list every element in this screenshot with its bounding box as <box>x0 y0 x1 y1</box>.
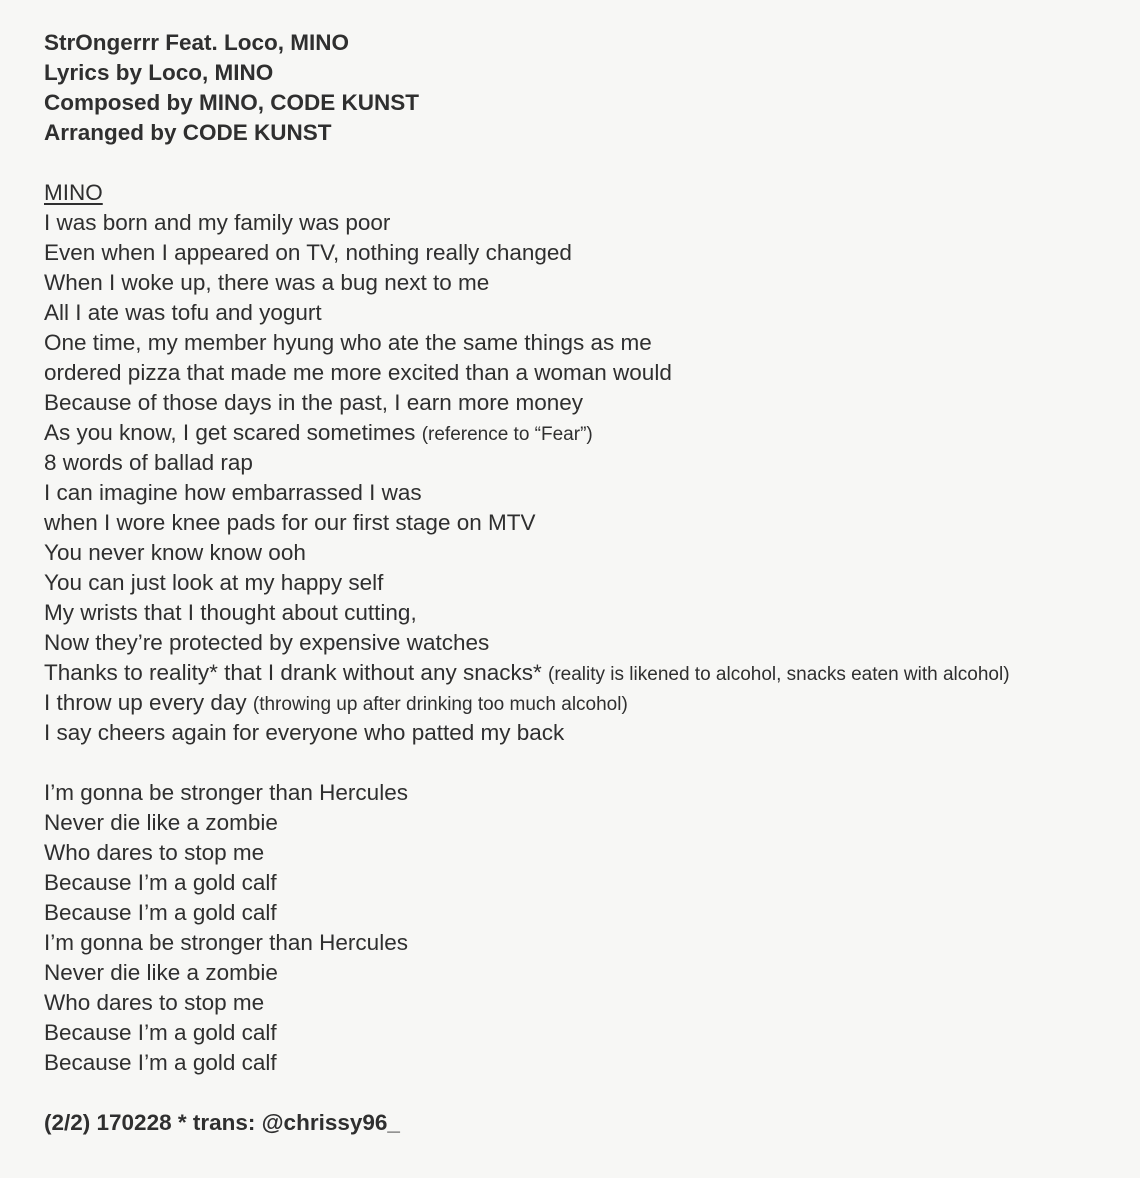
verse-line: when I wore knee pads for our first stage on MTV <box>44 510 536 535</box>
translator-note: (reality is likened to alcohol, snacks eaten with alcohol) <box>548 664 1010 685</box>
section-gap <box>44 148 1140 178</box>
translator-note: (throwing up after drinking too much alcohol) <box>252 694 628 715</box>
verse-line: One time, my member hyung who ate the same things as me <box>44 330 652 355</box>
lyrics-credit: Lyrics by Loco, MINO <box>44 60 274 85</box>
verse-line: All I ate was tofu and yogurt <box>44 300 322 325</box>
song-title: StrOngerrr Feat. Loco, MINO <box>44 30 350 55</box>
chorus-line: Because I’m a gold calf <box>44 870 277 895</box>
chorus-line: Never die like a zombie <box>44 810 278 835</box>
composer-credit: Composed by MINO, CODE KUNST <box>44 90 420 115</box>
verse-line-text: Thanks to reality* that I drank without any snacks* <box>44 660 542 685</box>
verse-line <box>44 658 1140 688</box>
verse-line: You can just look at my happy self <box>44 570 384 595</box>
chorus-block <box>44 778 1140 1078</box>
section-gap <box>44 1078 1140 1108</box>
verse-line: I was born and my family was poor <box>44 210 391 235</box>
chorus-line: Who dares to stop me <box>44 990 265 1015</box>
verse-line: My wrists that I thought about cutting, <box>44 600 417 625</box>
verse-block <box>44 208 1140 748</box>
verse-line <box>44 418 1140 448</box>
verse-line: 8 words of ballad rap <box>44 450 253 475</box>
chorus-line: Who dares to stop me <box>44 840 265 865</box>
verse-line: Even when I appeared on TV, nothing really changed <box>44 240 572 265</box>
verse-line: I say cheers again for everyone who patted my back <box>44 720 565 745</box>
chorus-line: Because I’m a gold calf <box>44 1020 277 1045</box>
verse-line-text: I throw up every day <box>44 690 247 715</box>
translator-note: (reference to “Fear”) <box>421 424 593 445</box>
translation-credit: (2/2) 170228 * trans: @chrissy96_ <box>44 1110 400 1135</box>
verse-line: ordered pizza that made me more excited than a woman would <box>44 360 672 385</box>
verse-line: Now they’re protected by expensive watches <box>44 630 490 655</box>
chorus-line: Because I’m a gold calf <box>44 900 277 925</box>
chorus-line: Never die like a zombie <box>44 960 278 985</box>
chorus-line: Because I’m a gold calf <box>44 1050 277 1075</box>
section-gap <box>44 748 1140 778</box>
verse-line: I can imagine how embarrassed I was <box>44 480 422 505</box>
verse-line: When I woke up, there was a bug next to me <box>44 270 490 295</box>
chorus-line: I’m gonna be stronger than Hercules <box>44 780 408 805</box>
verse-line-text: As you know, I get scared sometimes <box>44 420 416 445</box>
arranger-credit: Arranged by CODE KUNST <box>44 120 332 145</box>
verse-line <box>44 688 1140 718</box>
verse-speaker: MINO <box>44 180 103 205</box>
verse-line: You never know know ooh <box>44 540 306 565</box>
verse-line: Because of those days in the past, I earn more money <box>44 390 584 415</box>
chorus-line: I’m gonna be stronger than Hercules <box>44 930 408 955</box>
